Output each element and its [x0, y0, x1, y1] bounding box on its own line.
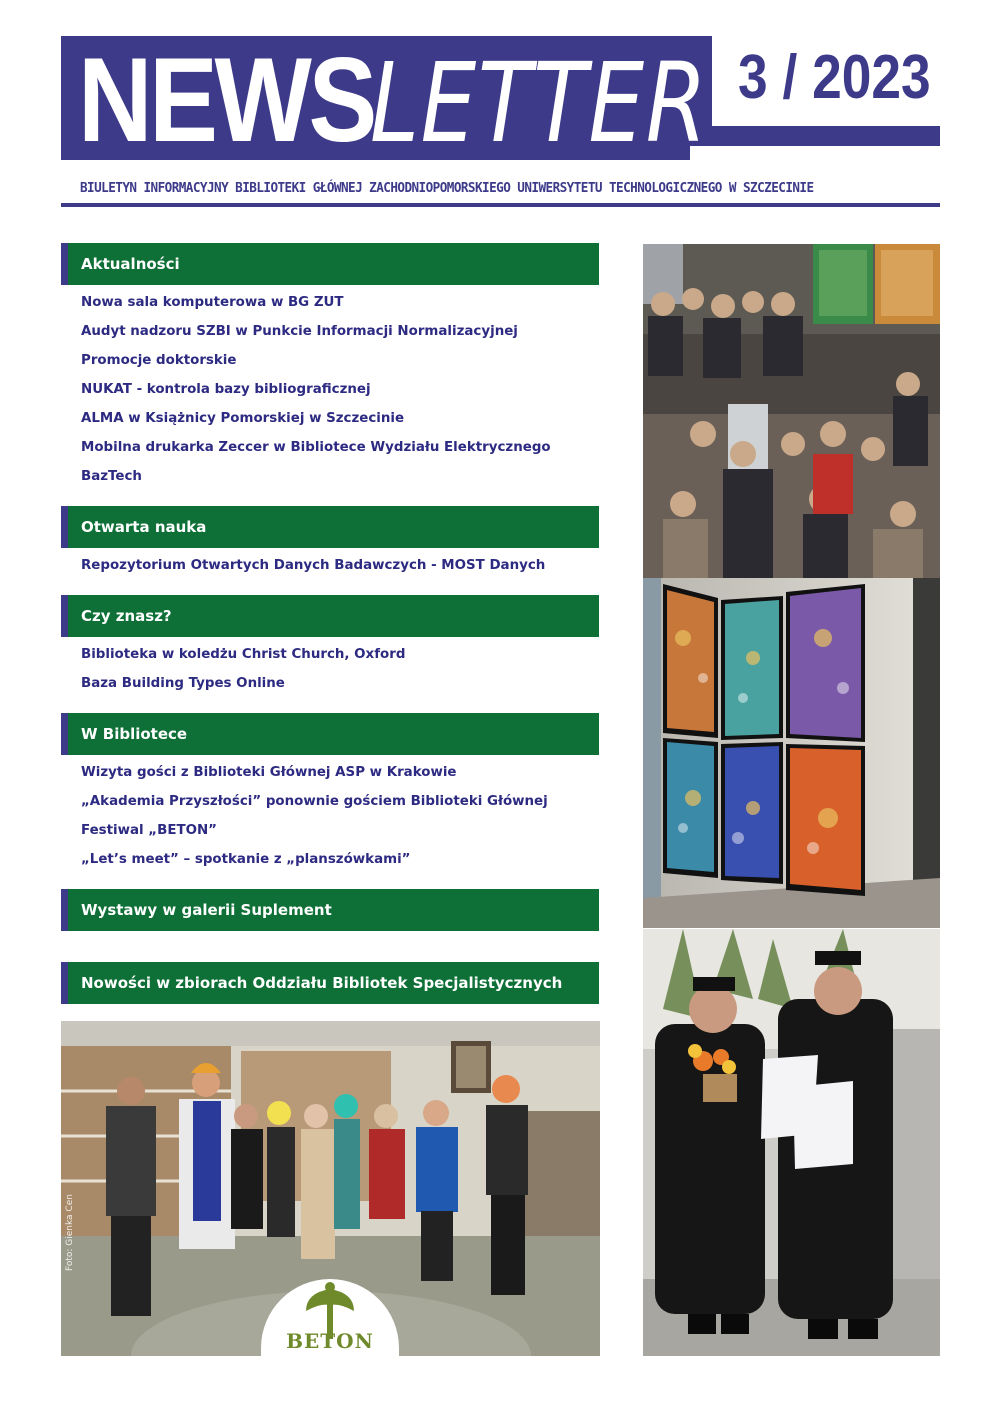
beton-logo [261, 1279, 399, 1356]
toc-link[interactable]: „Let’s meet” – spotkanie z „planszówkami” [81, 852, 411, 867]
photo-exhibition-opening [643, 244, 940, 578]
section-title: Aktualności [81, 255, 180, 273]
masthead-rule [61, 203, 940, 207]
section-title: W Bibliotece [81, 725, 188, 743]
bulletin-subtitle: BIULETYN INFORMACYJNY BIBLIOTEKI GŁÓWNEJ ZACHODNIOPOMORSKIEGO UNIWERSYTETU TECHNOLOGICZNEGO W SZCZECINIE [80, 180, 814, 196]
toc-link[interactable]: Nowa sala komputerowa w BG ZUT [81, 295, 344, 310]
section-header-w-bibliotece[interactable] [61, 713, 599, 755]
section-title: Wystawy w galerii Suplement [81, 901, 332, 919]
section-header-aktualnosci[interactable] [61, 243, 599, 285]
photo-doctoral-promotion [643, 929, 940, 1356]
section-header-nowosci[interactable] [61, 962, 599, 1004]
beton-logo-text: BETON [286, 1329, 374, 1353]
newsletter-title-news: NEWS [78, 33, 374, 167]
toc-link[interactable]: Repozytorium Otwartych Danych Badawczych - MOST Danych [81, 558, 546, 573]
toc-link[interactable]: Baza Building Types Online [81, 676, 285, 691]
masthead [0, 0, 1000, 215]
section-title: Nowości w zbiorach Oddziału Bibliotek Specjalistycznych [81, 974, 563, 992]
toc-link[interactable]: NUKAT - kontrola bazy bibliograficznej [81, 382, 371, 397]
section-title: Czy znasz? [81, 607, 172, 625]
toc-link[interactable]: Promocje doktorskie [81, 353, 237, 368]
photo-credit: Foto: Gienka Cen [65, 1194, 75, 1271]
toc-link[interactable]: ALMA w Książnicy Pomorskiej w Szczecinie [81, 411, 405, 426]
toc-link[interactable]: „Akademia Przyszłości” ponownie gościem Biblioteki Głównej [81, 794, 548, 809]
toc-link[interactable]: Wizyta gości z Biblioteki Głównej ASP w Krakowie [81, 765, 457, 780]
newsletter-title-letter: LETTER [370, 39, 709, 167]
toc-link[interactable]: Festiwal „BETON” [81, 823, 217, 838]
toc-link[interactable]: Audyt nadzoru SZBI w Punkcie Informacji Normalizacyjnej [81, 324, 518, 339]
toc-link[interactable]: BazTech [81, 469, 142, 484]
toc-link[interactable]: Mobilna drukarka Zeccer w Bibliotece Wydziału Elektrycznego [81, 440, 551, 455]
photo-beton-festival [61, 1021, 600, 1356]
table-of-contents [61, 243, 599, 1010]
section-header-otwarta-nauka[interactable] [61, 506, 599, 548]
section-header-czy-znasz[interactable] [61, 595, 599, 637]
section-title: Otwarta nauka [81, 518, 207, 536]
photo-gallery-paintings [643, 578, 940, 928]
toc-link[interactable]: Biblioteka w koledżu Christ Church, Oxford [81, 647, 406, 662]
section-header-wystawy[interactable] [61, 889, 599, 931]
issue-number: 3 / 2023 [738, 43, 931, 112]
